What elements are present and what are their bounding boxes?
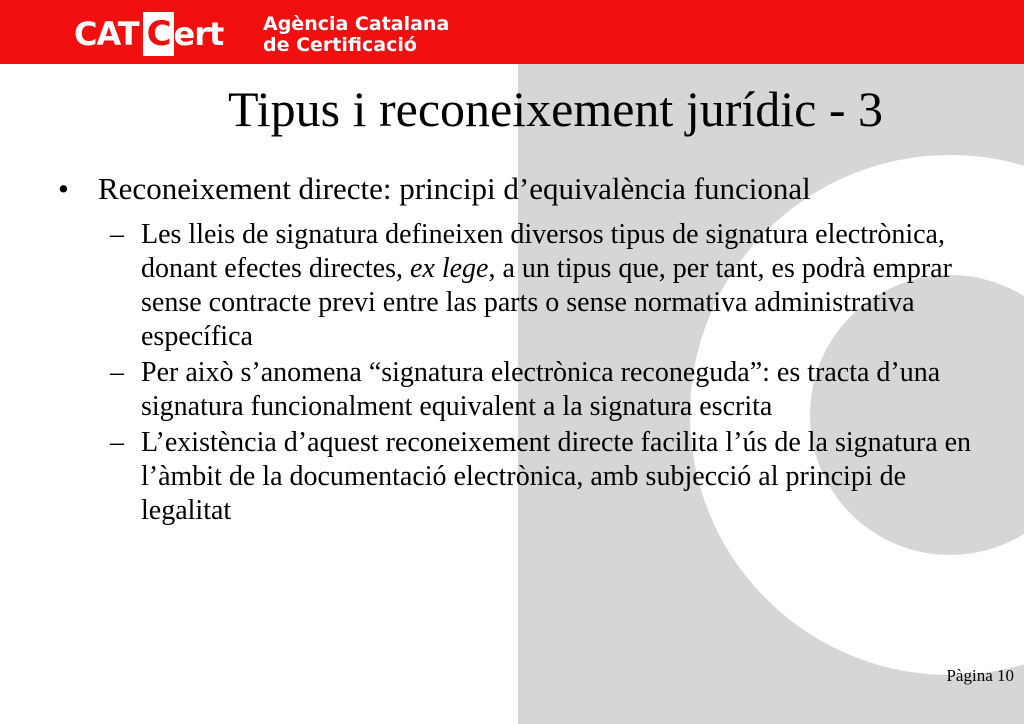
- bullet-marker: •: [58, 171, 69, 206]
- sub-item-3: [58, 426, 988, 528]
- sub-item-1-text-b: , a un tipus que, per tant, es podrà emprar sense contracte previ entre las parts o sense normativa administrativa específica: [141, 253, 952, 352]
- logo-ert-text: ert: [173, 15, 224, 53]
- slide-title: Tipus i reconeixement jurídic - 3: [228, 81, 883, 137]
- sub-item-3-text: L’existència d’aquest reconeixement directe facilita l’ús de la signatura en l’àmbit de la documentació electrònica, amb subjecció al principi de legalitat: [141, 427, 972, 526]
- logo-cat-text: CAT: [74, 15, 139, 53]
- agency-name: [263, 14, 449, 56]
- agency-line-2: de Certificació: [263, 34, 417, 56]
- dash-marker: –: [110, 427, 124, 458]
- sub-item-1-italic: ex lege: [409, 253, 489, 284]
- catcert-logo: [74, 6, 223, 62]
- logo-c-block: C: [143, 12, 174, 56]
- header-bar: [0, 0, 1024, 64]
- sub-item-1-text-a: Les lleis de signatura defineixen diversos tipus de signatura electrònica, donant efectes directes,: [141, 219, 945, 284]
- dash-marker: –: [110, 357, 124, 388]
- sub-item-2-text: Per això s’anomena “signatura electrònica reconeguda”: es tracta d’una signatura funcionalment equivalent a la signatura escrita: [141, 357, 941, 422]
- dash-marker: –: [110, 219, 124, 250]
- page-number: Pàgina 10: [946, 666, 1014, 685]
- slide-content: [58, 172, 988, 530]
- sub-item-2: [58, 356, 988, 424]
- bullet-text: Reconeixement directe: principi d’equivalència funcional: [98, 171, 811, 206]
- bullet-item: [58, 172, 988, 206]
- agency-line-1: Agència Catalana: [263, 13, 450, 35]
- sub-item-1: [58, 218, 988, 354]
